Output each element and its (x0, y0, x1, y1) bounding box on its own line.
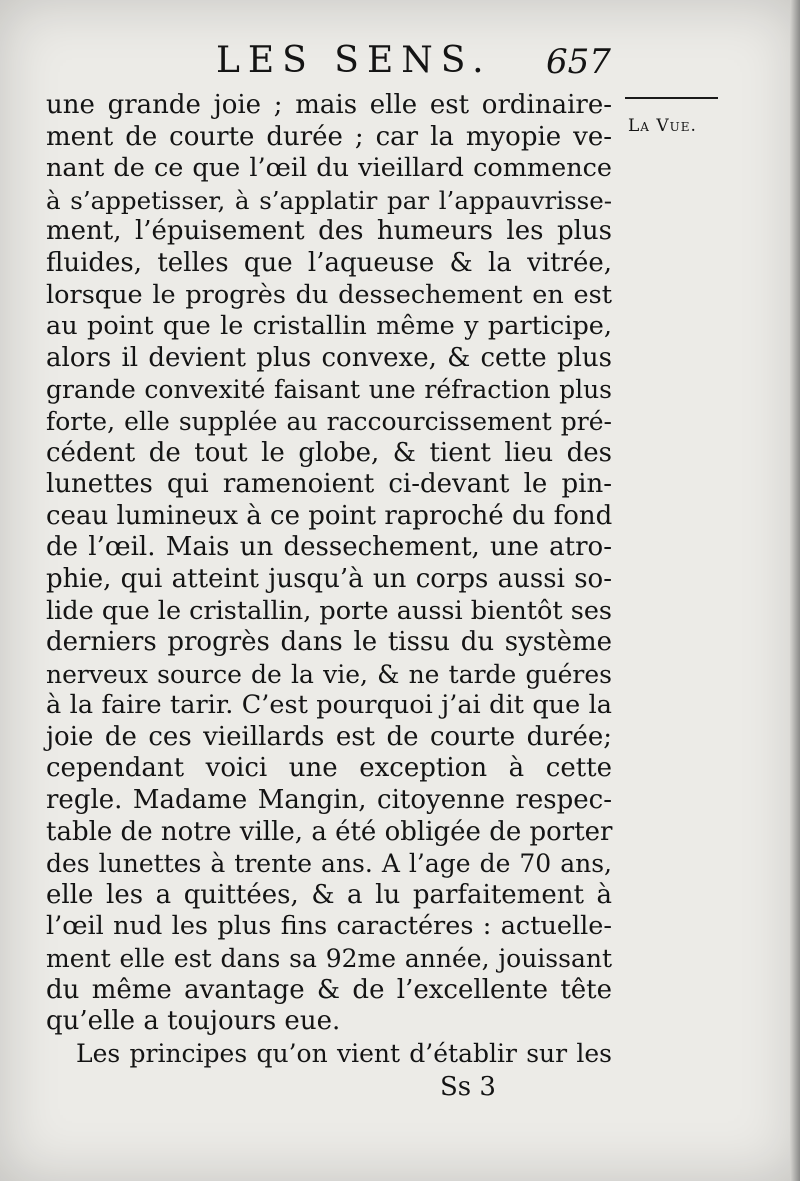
text-line: phie, qui atteint jusqu’à un corps aussi so- (46, 563, 612, 594)
running-head: LES SENS. (216, 40, 492, 81)
margin-note: La Vue. (628, 116, 697, 136)
text-line: derniers progrès dans le tissu du système (46, 627, 612, 658)
text-line: table de notre ville, a été obligée de porter (46, 816, 613, 847)
text-line: ceau lumineux à ce point raproché du fond (46, 500, 613, 531)
text-line: ment, l’épuisement des humeurs les plus (46, 216, 612, 247)
page-edge (790, 0, 800, 1181)
text-line: forte, elle supplée au raccourcissement pré- (46, 406, 612, 436)
margin-rule (625, 97, 718, 99)
text-line: elle les a quittées, & a lu parfaitement à (46, 879, 612, 910)
text-line: cédent de tout le globe, & tient lieu des (46, 437, 612, 468)
text-line: lide que le cristallin, porte aussi bientôt ses (46, 595, 612, 626)
page-header (40, 36, 620, 86)
text-line: au point que le cristallin même y participe, (46, 311, 612, 342)
text-line: à la faire tarir. C’est pourquoi j’ai dit que la (46, 690, 612, 721)
signature-mark: Ss 3 (440, 1072, 496, 1102)
text-line: regle. Madame Mangin, citoyenne respec- (46, 785, 612, 816)
text-line: alors il devient plus convexe, & cette plus (46, 342, 612, 373)
text-line: nant de ce que l’œil du vieillard commence (46, 153, 612, 184)
text-line: fluides, telles que l’aqueuse & la vitrée, (46, 247, 612, 278)
text-line: grande convexité faisant une réfraction plus (46, 375, 612, 405)
text-line: joie de ces vieillards est de courte durée; (46, 721, 612, 752)
text-line: lorsque le progrès du dessechement en est (46, 279, 612, 310)
text-line: des lunettes à trente ans. A l’age de 70 ans, (46, 849, 612, 879)
text-line: lunettes qui ramenoient ci-devant le pin- (46, 469, 612, 500)
body-text (46, 90, 612, 1069)
text-line: ment de courte durée ; car la myopie ve- (46, 121, 612, 152)
text-line: de l’œil. Mais un dessechement, une atro- (46, 532, 612, 563)
text-line: une grande joie ; mais elle est ordinaire- (46, 90, 612, 120)
text-line: l’œil nud les plus fins caractéres : actuelle- (46, 911, 612, 942)
text-line: à s’appetisser, à s’applatir par l’appauvrisse- (46, 185, 612, 215)
text-line: ment elle est dans sa 92me année, jouissant (46, 944, 612, 974)
text-line: Les principes qu’on vient d’établir sur les (76, 1038, 612, 1068)
text-line: nerveux source de la vie, & ne tarde guéres (46, 659, 612, 689)
text-line: qu’elle a toujours eue. (46, 1006, 341, 1037)
text-line: du même avantage & de l’excellente tête (46, 974, 612, 1005)
page-number: 657 (546, 42, 611, 82)
text-line: cependant voici une exception à cette (46, 753, 612, 784)
